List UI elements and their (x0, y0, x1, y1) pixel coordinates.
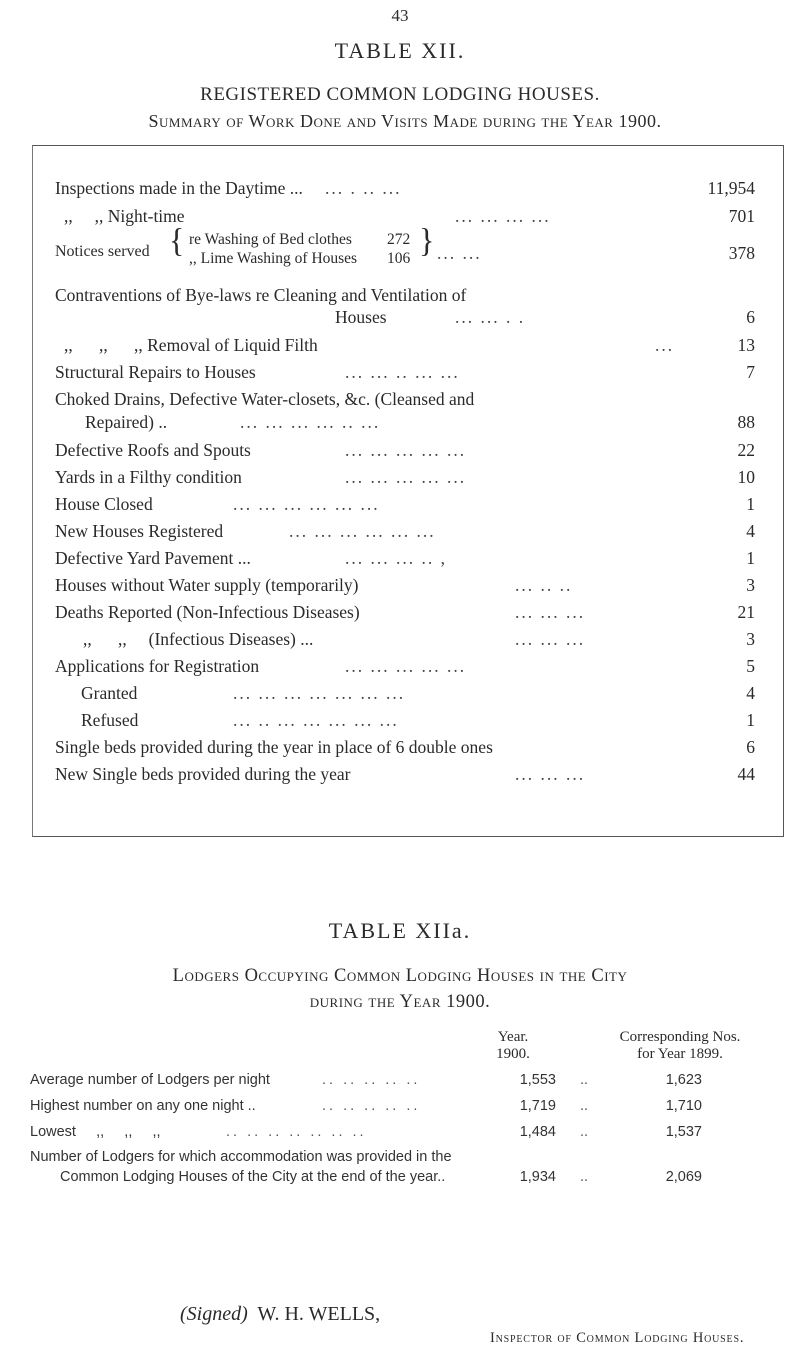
table-row: Granted ... ... ... ... ... ... ... 4 (81, 683, 755, 703)
table-row: Applications for Registration ... ... ... ... ... 5 (55, 656, 755, 676)
table-row: Average number of Lodgers per night .. .. .. .. .. 1,553 .. 1,623 (30, 1072, 702, 1088)
table-row: Refused ... .. ... ... ... ... ... 1 (81, 710, 755, 730)
table-row: Choked Drains, Defective Water-closets, &c. (Cleansed and (55, 389, 475, 409)
inspector-title: Inspector of Common Lodging Houses. (490, 1330, 745, 1346)
table-row: Defective Roofs and Spouts ... ... ... ... ... 22 (55, 440, 755, 460)
column-header-corresponding: Corresponding Nos. for Year 1899. (619, 1029, 741, 1062)
right-brace: } (419, 221, 435, 259)
table-row: Single beds provided during the year in place of 6 double ones 6 (55, 737, 755, 757)
table-row: ,, ,, (Infectious Diseases) ... ... ... ... 3 (83, 629, 755, 649)
table-row: Contraventions of Bye-laws re Cleaning and Ventilation of (55, 285, 467, 305)
table-row: Repaired) .. ... ... ... ... .. ... 88 (85, 412, 755, 432)
table-row: Houses ... ... . . 6 (335, 307, 755, 327)
table-row: Number of Lodgers for which accommodation was provided in the (30, 1149, 452, 1165)
table-row: New Houses Registered ... ... ... ... ... ... 4 (55, 521, 755, 541)
table-xiia-subtitle: Lodgers Occupying Common Lodging Houses in the City (172, 966, 628, 986)
signature-line: (Signed) W. H. WELLS, (180, 1303, 381, 1325)
table-row: Highest number on any one night .. .. .. .. .. .. 1,719 .. 1,710 (30, 1098, 702, 1114)
table-row: Common Lodging Houses of the City at the end of the year.. 1,934 .. 2,069 (60, 1169, 702, 1185)
table-row: Deaths Reported (Non-Infectious Diseases) ... ... ... 21 (55, 602, 755, 622)
table-row: ,, ,, ,, Removal of Liquid Filth ... 13 (64, 335, 755, 355)
table-xii-summary: Summary of Work Done and Visits Made during the Year 1900. (148, 111, 662, 131)
notices-served-row: Notices served { re Washing of Bed clothes ,, Lime Washing of Houses 272 106 } ... ... 378 (55, 221, 755, 267)
table-row: ,, ,, Night-time ... ... ... ... 701 (64, 206, 755, 226)
table-row: New Single beds provided during the year ... ... ... 44 (55, 764, 755, 784)
table-row: Structural Repairs to Houses ... ... .. ... ... 7 (55, 362, 755, 382)
column-header-year: Year. 1900. (496, 1029, 530, 1062)
table-row: Inspections made in the Daytime ... ... . .. ... 11,954 (55, 178, 755, 198)
left-brace: { (169, 221, 185, 259)
table-xii-title: TABLE XII. (334, 38, 466, 63)
table-row: House Closed ... ... ... ... ... ... 1 (55, 494, 755, 514)
table-row: Yards in a Filthy condition ... ... ... ... ... 10 (55, 467, 755, 487)
table-row: Houses without Water supply (temporarily) ... .. .. 3 (55, 575, 755, 595)
page-number: 43 (391, 6, 409, 25)
table-row: Defective Yard Pavement ... ... ... ... .. , 1 (55, 548, 755, 568)
table-xiia-title: TABLE XIIa. (328, 918, 472, 943)
table-xii-subtitle: REGISTERED COMMON LODGING HOUSES. (200, 84, 600, 105)
table-row: Lowest ,, ,, ,, .. .. .. .. .. .. .. 1,484 .. 1,537 (30, 1124, 702, 1140)
table-xiia-subtitle-year: during the Year 1900. (309, 992, 491, 1012)
